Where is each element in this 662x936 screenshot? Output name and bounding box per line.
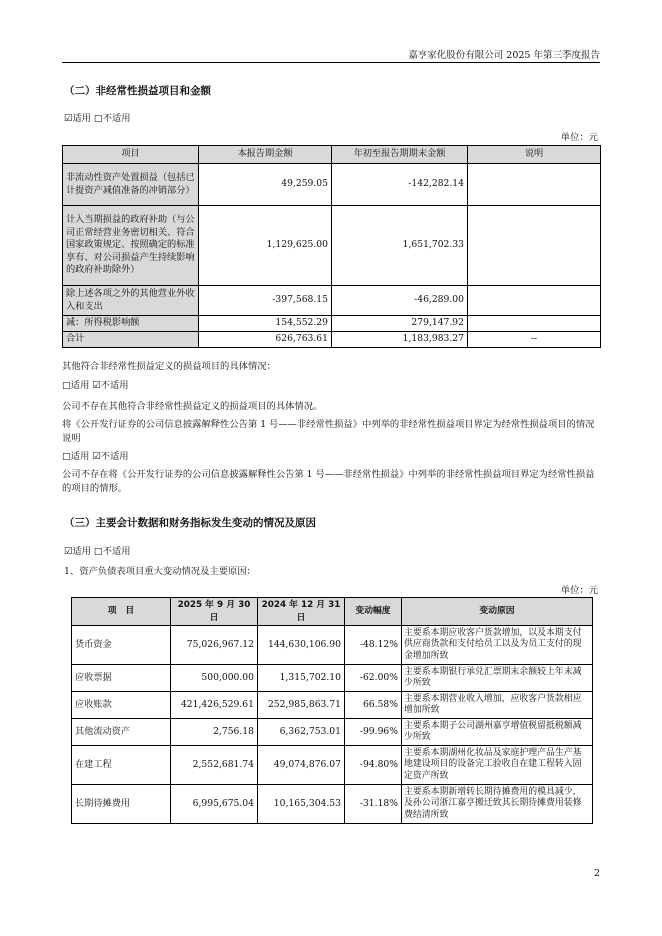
column-header: 2025 年 9 月 30 日	[171, 598, 258, 626]
row-note	[468, 316, 601, 332]
section-title-changes: （三）主要会计数据和财务指标发生变动的情况及原因	[64, 517, 316, 529]
unit-label: 单位：元	[560, 585, 598, 596]
reclass-statement: 公司不存在将《公开发行证券的公司信息披露解释性公告第 1 号——非经常性损益》中列举的非经常性损益项目界定为经常性损益的项目的情形。	[62, 469, 595, 494]
row-ytd: 1,651,702.33	[332, 206, 468, 286]
table-row	[63, 206, 601, 286]
row-value-2024: 6,362,753.01	[258, 719, 345, 746]
column-header: 年初至报告期期末金额	[332, 146, 468, 164]
column-header: 说明	[468, 146, 601, 164]
row-value-2024: 1,315,702.10	[258, 665, 345, 692]
row-change: -99.96%	[345, 719, 402, 746]
subsection-title: 1、资产负债表项目重大变动情况及主要原因：	[64, 566, 256, 577]
row-ytd: -46,289.00	[332, 286, 468, 316]
row-value-2025: 421,426,529.61	[171, 692, 258, 719]
page-number: 2	[593, 868, 600, 879]
row-current: -397,568.15	[199, 286, 332, 316]
row-ytd: -142,282.14	[332, 164, 468, 206]
other-items-label: 其他符合非经常性损益定义的损益项目的具体情况：	[62, 361, 276, 372]
row-note	[468, 164, 601, 206]
applicability-indicator: ☑适用 □不适用	[64, 113, 131, 124]
table-row	[72, 785, 593, 824]
row-value-2024: 144,630,106.90	[258, 626, 345, 665]
table-row	[72, 692, 593, 719]
row-reason: 主要系本期营业收入增加，应收客户货款相应增加所致	[402, 692, 593, 719]
row-ytd: 1,183,983.27	[332, 332, 468, 348]
row-item: 计入当期损益的政府补助（与公司正常经营业务密切相关、符合国家政策规定、按照确定的标准享有、对公司损益产生持续影响的政府补助除外）	[63, 206, 199, 286]
row-reason: 主要系本期湖州化妆品及家庭护理产品生产基地建设项目的设备完工验收自在建工程转入固定资产所致	[402, 746, 593, 785]
header-divider	[62, 62, 600, 63]
table-row	[72, 626, 593, 665]
row-reason: 主要系本期应收客户货款增加，以及本期支付供应商货款和支付给员工以及为员工支付的现金增加所致	[402, 626, 593, 665]
other-statement: 公司不存在其他符合非经常性损益定义的损益项目的具体情况。	[62, 401, 323, 412]
column-header: 本报告期金额	[199, 146, 332, 164]
table-header-row	[63, 146, 601, 164]
row-change: -31.18%	[345, 785, 402, 824]
row-current: 626,763.61	[199, 332, 332, 348]
table-row	[63, 316, 601, 332]
balance-sheet-changes-table	[71, 597, 593, 824]
row-item: 非流动性资产处置损益（包括已计提资产减值准备的冲销部分）	[63, 164, 199, 206]
row-current: 1,129,625.00	[199, 206, 332, 286]
column-header: 变动幅度	[345, 598, 402, 626]
row-note: --	[468, 332, 601, 348]
row-note	[468, 206, 601, 286]
row-value-2025: 6,995,675.04	[171, 785, 258, 824]
row-current: 154,552.29	[199, 316, 332, 332]
row-value-2025: 2,552,681.74	[171, 746, 258, 785]
row-value-2024: 49,074,876.07	[258, 746, 345, 785]
reclass-label: 将《公开发行证券的公司信息披露解释性公告第 1 号——非经常性损益》中列举的非经常性损益项目界定为经常性损益项目的情况说明	[62, 419, 595, 444]
table-row	[72, 719, 593, 746]
column-header: 项目	[63, 146, 199, 164]
row-item: 长期待摊费用	[72, 785, 171, 824]
section-title-nonrecurring: （二）非经常性损益项目和金额	[64, 85, 211, 97]
row-reason: 主要系本期银行承兑汇票期末余额较上年末减少所致	[402, 665, 593, 692]
row-change: -48.12%	[345, 626, 402, 665]
row-change: -94.80%	[345, 746, 402, 785]
row-reason: 主要系本期子公司湖州嘉亨增值税留抵税额减少所致	[402, 719, 593, 746]
row-item: 在建工程	[72, 746, 171, 785]
row-note	[468, 286, 601, 316]
reclass-applicability: □适用 ☑不适用	[62, 451, 129, 462]
table-row-total	[63, 332, 601, 348]
row-item: 货币资金	[72, 626, 171, 665]
row-change: 66.58%	[345, 692, 402, 719]
row-change: -62.00%	[345, 665, 402, 692]
row-current: 49,259.05	[199, 164, 332, 206]
row-item: 除上述各项之外的其他营业外收入和支出	[63, 286, 199, 316]
unit-label: 单位：元	[560, 132, 598, 143]
row-value-2025: 2,756.18	[171, 719, 258, 746]
column-header: 2024 年 12 月 31 日	[258, 598, 345, 626]
table-row	[72, 746, 593, 785]
row-value-2024: 252,985,863.71	[258, 692, 345, 719]
table-header-row	[72, 598, 593, 626]
row-value-2025: 75,026,967.12	[171, 626, 258, 665]
table-row	[63, 286, 601, 316]
applicability-indicator: ☑适用 □不适用	[64, 546, 131, 557]
page-header: 嘉亨家化股份有限公司 2025 年第三季度报告	[408, 50, 600, 61]
table-row	[72, 665, 593, 692]
column-header: 项 目	[72, 598, 171, 626]
row-item: 应收票据	[72, 665, 171, 692]
row-reason: 主要系本期新增转长期待摊费用的模具减少，及孙公司浙江嘉亨搬迁致其长期待摊费用装修费结清所致	[402, 785, 593, 824]
row-item: 合计	[63, 332, 199, 348]
row-ytd: 279,147.92	[332, 316, 468, 332]
column-header: 变动原因	[402, 598, 593, 626]
other-applicability: □适用 ☑不适用	[62, 380, 129, 391]
nonrecurring-table	[62, 145, 601, 348]
row-item: 应收账款	[72, 692, 171, 719]
row-value-2024: 10,165,304.53	[258, 785, 345, 824]
row-item: 其他流动资产	[72, 719, 171, 746]
table-row	[63, 164, 601, 206]
row-value-2025: 500,000.00	[171, 665, 258, 692]
row-item: 减：所得税影响额	[63, 316, 199, 332]
